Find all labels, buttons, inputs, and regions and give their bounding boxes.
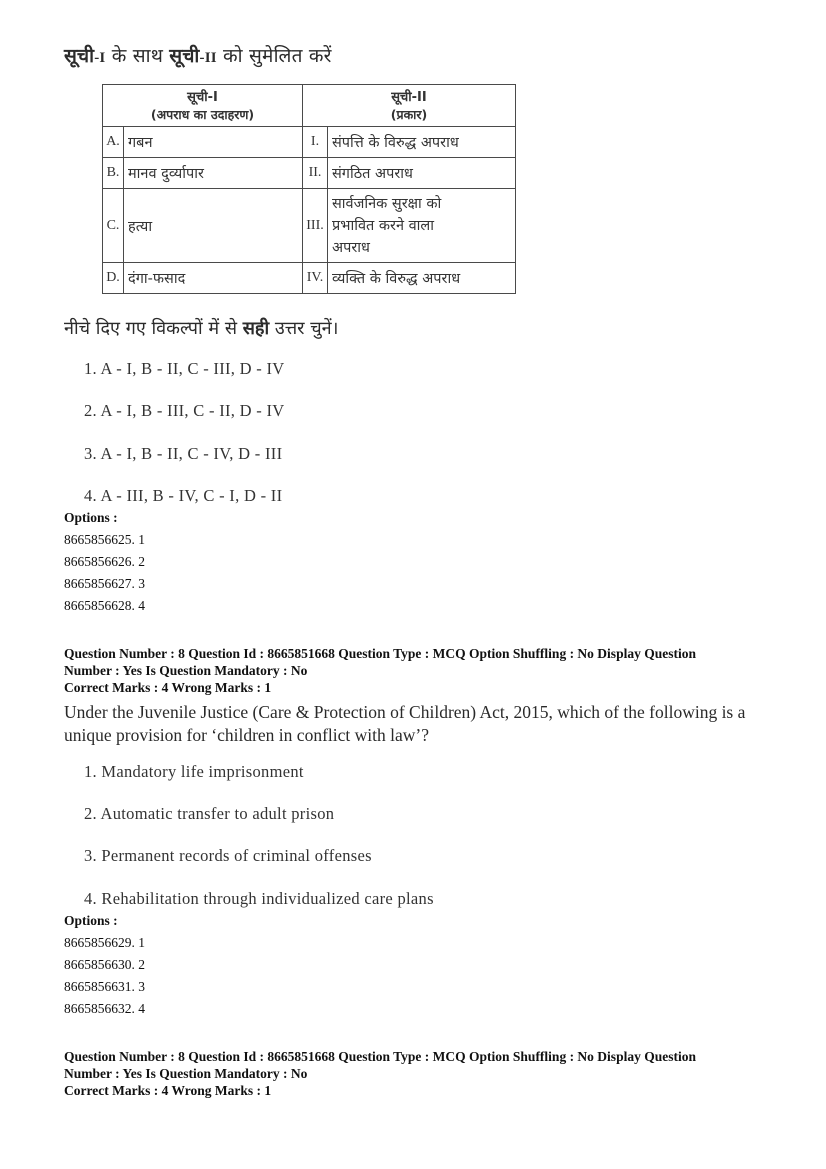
option-id: 8665856629. 1 [64,935,145,950]
table-row: B. मानव दुर्व्यापार II. संगठित अपराध [103,158,516,189]
question-text: Under the Juvenile Justice (Care & Protection of Children) Act, 2015, which of the following is a unique provision for ‘children in conflict with law’? [64,702,746,745]
options-label: Options : [64,510,118,525]
question-meta: Question Number : 8 Question Id : 8665851668 Question Type : MCQ Option Shuffling : No Display Question Number : Yes Is Question Mandatory : No Correct Marks : 4 Wrong Marks : 1 [64,1048,764,1099]
option-id: 8665856632. 4 [64,1001,145,1016]
options-label: Options : [64,913,118,928]
option-id: 8665856628. 4 [64,598,145,613]
answer-choice: 1. Mandatory life imprisonment [84,762,304,781]
table-header-list-1: सूची-I (अपराध का उदाहरण) [103,85,303,127]
answer-choice: 3. Permanent records of criminal offenses [84,846,372,865]
answer-choice: 4. Rehabilitation through individualized care plans [84,889,434,908]
table-row: D. दंगा-फसाद IV. व्यक्ति के विरुद्ध अपराध [103,263,516,294]
answer-choice: 3. A - I, B - II, C - IV, D - III [84,444,283,463]
answer-choice: 1. A - I, B - II, C - III, D - IV [84,359,285,378]
option-id: 8665856627. 3 [64,576,145,591]
question-meta: Question Number : 8 Question Id : 8665851668 Question Type : MCQ Option Shuffling : No Display Question Number : Yes Is Question Mandatory : No Correct Marks : 4 Wrong Marks : 1 [64,645,764,696]
option-id: 8665856630. 2 [64,957,145,972]
option-id: 8665856626. 2 [64,554,145,569]
table-header-list-2: सूची-II (प्रकार) [303,85,516,127]
answer-choice: 2. A - I, B - III, C - II, D - IV [84,401,285,420]
answer-choice: 2. Automatic transfer to adult prison [84,804,335,823]
marks-line: Correct Marks : 4 Wrong Marks : 1 [64,680,272,695]
table-row: C. हत्या III. सार्वजनिक सुरक्षा को प्रभावित करने वाला अपराध [103,189,516,263]
option-id: 8665856625. 1 [64,532,145,547]
match-question-title: सूची-I के साथ सूची-II को सुमेलित करें [64,45,332,67]
choose-instruction: नीचे दिए गए विकल्पों में से सही उत्तर चुनें। [64,318,339,339]
table-row: A. गबन I. संपत्ति के विरुद्ध अपराध [103,127,516,158]
matching-table [102,84,516,294]
list-2-word: सूची [169,45,200,67]
option-id: 8665856631. 3 [64,979,145,994]
list-1-word: सूची [64,45,95,67]
answer-choice: 4. A - III, B - IV, C - I, D - II [84,486,283,505]
marks-line: Correct Marks : 4 Wrong Marks : 1 [64,1083,272,1098]
